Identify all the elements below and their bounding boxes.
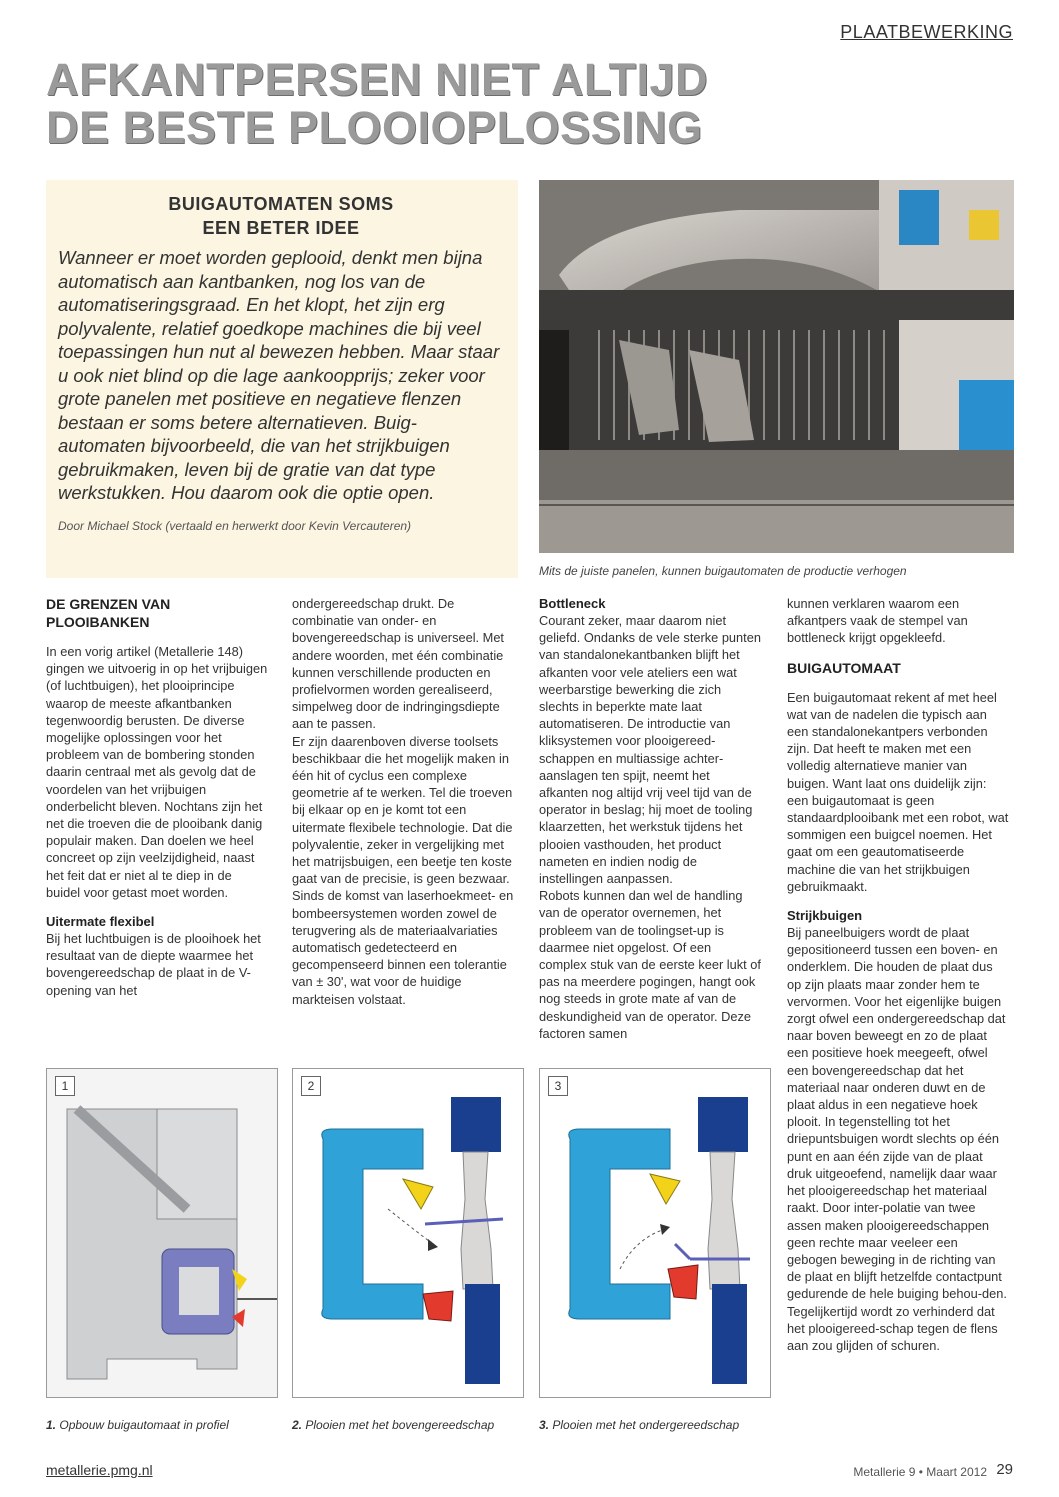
lower-tool-diagram <box>540 1069 771 1398</box>
column-3 <box>539 595 761 1042</box>
figure-1-caption-number: 1. <box>46 1418 57 1432</box>
page-number: 29 <box>996 1461 1013 1478</box>
figure-2-caption-text: Plooien met het bovengereedschap <box>305 1418 495 1432</box>
byline: Door Michael Stock (vertaald en herwerkt door Kevin Vercauteren) <box>58 518 412 533</box>
page-title <box>46 56 746 152</box>
machine-photo <box>539 180 1014 553</box>
figure-3-caption <box>539 1418 739 1432</box>
col4-heading: BUIGAUTOMAAT <box>787 659 901 676</box>
col1-heading: DE GRENZEN VAN PLOOIBANKEN <box>46 596 171 630</box>
col1-subheading: Uitermate flexibel <box>46 914 155 930</box>
intro-text: Wanneer er moet worden geplooid, denkt men bijna automatisch aan kantbanken, nog los van de automatiseringsgraad. En het klopt, het zijn erg polyvalente, relatief goedkope machines die bij veel toepassingen hun nut al bewezen hebben. Maar staar u ook niet blind op die lage aankoopprijs; zeker voor grote panelen met positieve en negatieve flenzen bestaan er soms betere alternatieven. Buig-automaten bijvoorbeeld, die van het strijkbuigen gebruikmaken, leven bij de gratie van dat type werkstukken. Hou daarom ook die optie open. <box>58 247 500 503</box>
col4-paragraph-3: Bij paneelbuigers wordt de plaat gepositioneerd tussen een boven- en onderklem. Die houden de plaat dus op zijn plaats maar zonder hem te vervormen. Voor het eigenlijke buigen zorgt ofwel een ondergereedschap dat naar boven beweegt en zo de plaat een positieve hoek meegeeft, ofwel een bovengereedschap dat het materiaal naar onderen duwt en de plaat aldus in een negatieve hoek plooit. In tegenstelling tot het driepuntsbuigen wordt slechts op één punt en aan één zijde van de plaat druk uitgeoefend, namelijk daar waar het plooigereedschap het materiaal raakt. Door inter-polatie van twee assen maken plooigereedschappen geen rechte maar veeleer een gebogen beweging in de richting van de plaat en blijft hetzelfde contactpunt gedurende de hele buiging behou-den. Tegelijkertijd wordt zo verhinderd dat het plooigereed-schap tegen de flens aan zou glijden of schuren. <box>787 925 1007 1353</box>
col3-paragraph-1: Courant zeker, maar daarom niet geliefd. Ondanks de vele sterke punten van standalonekantbanken blijft het afkanten voor vele ateliers een wat weerbarstige bewerking die zich slechts in beperkte mate laat automatiseren. De introductie van kliksystemen voor plooigereed-schappen en multiassige achter-aanslagen ten spijt, neemt het afkanten nog altijd vrij veel tijd van de operator in beslag; hij moet de tooling klaarzetten, het werkstuk tijdens het plooien vasthouden, het product nameten en indien nodig de instellingen aanpassen. <box>539 613 761 887</box>
column-4 <box>787 595 1009 1354</box>
figure-3-number: 3 <box>548 1076 568 1096</box>
upper-tool-diagram <box>293 1069 524 1398</box>
footer-issue: Metallerie 9 • Maart 2012 <box>853 1465 987 1479</box>
col4-paragraph-1: kunnen verklaren waarom een afkantpers vaak de stempel van bottleneck krijgt opgekleefd. <box>787 596 968 646</box>
figure-3-caption-number: 3. <box>539 1418 550 1432</box>
bending-machine-illustration <box>539 180 1014 553</box>
title-line-1: AFKANTPERSEN NIET ALTIJD <box>46 54 709 105</box>
col2-paragraph-3: Sinds de komst van laserhoekmeet- en bombeersystemen worden zowel de terugvering als de materiaalvariaties automatisch gedetecteerd en gecompenseerd binnen een tolerantie van ± 30', wat voor de huidige markteisen volstaat. <box>292 888 514 1007</box>
figure-3-caption-text: Plooien met het ondergereedschap <box>552 1418 740 1432</box>
col3-paragraph-2: Robots kunnen dan wel de handling van de operator overnemen, het probleem van de toolingset-up is daarmee niet opgelost. Of een complex stuk van de eerste keer lukt of pas na meerdere pogingen, hangt ook nog steeds in grote mate af van de deskundigheid van de operator. Deze factoren samen <box>539 888 761 1041</box>
figure-1 <box>46 1068 278 1398</box>
col3-subheading: Bottleneck <box>539 596 606 611</box>
col1-paragraph-2: Bij het luchtbuigen is de plooihoek het resultaat van de diepte waarmee het bovengereedschap de plaat in de V-opening van het <box>46 931 261 998</box>
title-line-2: DE BESTE PLOOIOPLOSSING <box>46 102 703 153</box>
figure-2-caption <box>292 1418 494 1432</box>
figure-2 <box>292 1068 524 1398</box>
photo-caption: Mits de juiste panelen, kunnen buigautomaten de productie verhogen <box>539 564 907 578</box>
section-tag: PLAATBEWERKING <box>840 22 1013 42</box>
figure-2-caption-number: 2. <box>292 1418 303 1432</box>
column-1 <box>46 595 268 999</box>
footer-url-link[interactable]: metallerie.pmg.nl <box>46 1462 153 1478</box>
figure-1-number: 1 <box>55 1076 75 1096</box>
col2-paragraph-2: Er zijn daarenboven diverse toolsets beschikbaar die het mogelijk maken in één hit of cyclus een complexe geometrie af te werken. Tel die troeven bij elkaar op en je komt tot een uitermate flexibele technologie. Dat die polyvalentie, zeker in vergelijking met het matrijsbuigen, een beetje ten koste gaat van de precisie, is geen bezwaar. <box>292 733 513 887</box>
intro-subtitle-line-2: EEN BETER IDEE <box>202 218 360 238</box>
intro-box <box>46 180 518 578</box>
col1-paragraph-1: In een vorig artikel (Metallerie 148) gingen we uitvoerig in op het vrijbuigen (of luchtbuigen), het plooiprincipe waarop de meeste afkantbanken tegenwoordig berusten. De diverse mogelijke oplossingen voor het probleem van de bombering stonden daarin centraal met als gevolg dat de voordelen van het vrijbuigen onderbelicht bleven. Nochtans zijn het net die troeven die de plooibank danig populair maken. Dan doelen we heel concreet op zijn veelzijdigheid, naast het feit dat er niet al te diep in de buidel voor getast moet worden. <box>46 644 268 900</box>
profile-diagram <box>47 1069 278 1398</box>
figure-2-number: 2 <box>301 1076 321 1096</box>
col4-paragraph-2: Een buigautomaat rekent af met heel wat van de nadelen die typisch aan een standalonekantpers verbonden zijn. Dat heeft te maken met een volledig alternatieve manier van buigen. Want laat ons duidelijk zijn: een buigautomaat is geen standaardplooibank met een robot, wat sommigen een buigcel noemen. Het gaat om een geautomatiseerde machine die van het strijkbuigen gebruikmaakt. <box>787 689 1009 894</box>
col4-subheading: Strijkbuigen <box>787 908 863 924</box>
intro-subtitle <box>58 192 504 240</box>
column-2 <box>292 595 514 1008</box>
figure-3 <box>539 1068 771 1398</box>
col2-paragraph-1: ondergereedschap drukt. De combinatie van onder- en bovengereedschap is universeel. Met andere woorden, met één combinatie kunnen verschillende producten en profielvormen worden gerealiseerd, simpelweg door de indringingsdiepte aan te passen. <box>292 596 504 732</box>
figure-1-caption <box>46 1418 229 1432</box>
figure-1-caption-text: Opbouw buigautomaat in profiel <box>59 1418 229 1432</box>
intro-subtitle-line-1: BUIGAUTOMATEN SOMS <box>168 194 394 214</box>
